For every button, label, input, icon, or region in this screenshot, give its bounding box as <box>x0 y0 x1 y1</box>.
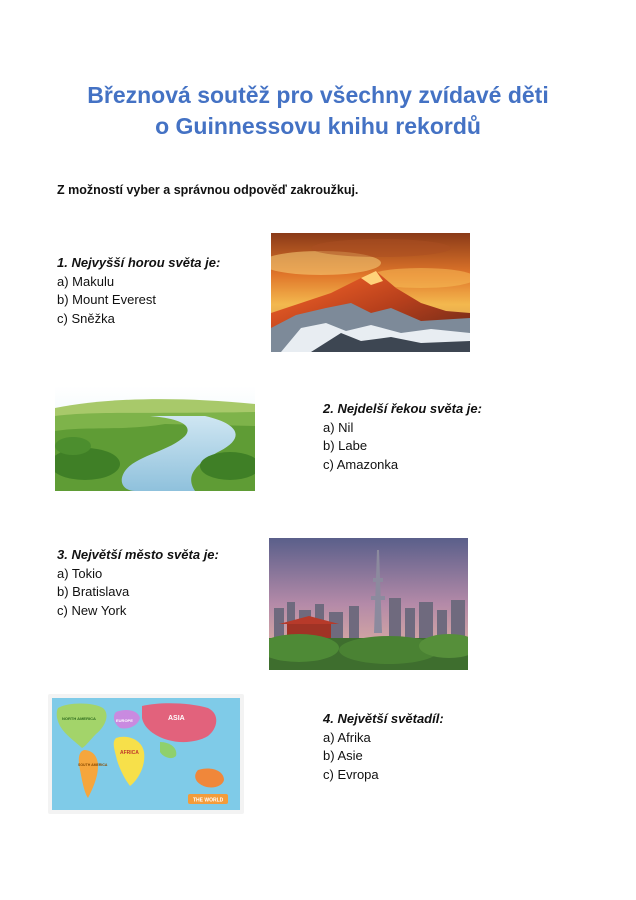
river-landscape-image <box>55 386 255 491</box>
question-4 <box>323 710 444 784</box>
page-title-line-2: o Guinnessovu knihu rekordů <box>155 113 481 139</box>
question-2 <box>323 400 482 474</box>
question-1 <box>57 254 220 328</box>
map-label-asia: ASIA <box>168 715 185 722</box>
page-title-line-1: Březnová soutěž pro všechny zvídavé děti <box>87 82 549 108</box>
question-4-option-b[interactable]: b) Asie <box>323 748 363 763</box>
map-label-north-america: NORTH AMERICA <box>62 716 96 721</box>
question-2-option-a[interactable]: a) Nil <box>323 419 354 435</box>
question-3-option-a[interactable]: a) Tokio <box>57 565 103 581</box>
question-1-option-c[interactable]: c) Sněžka <box>57 310 115 326</box>
mountain-peak-image <box>271 233 470 352</box>
question-2-heading: 2. Nejdelší řekou světa je: <box>323 401 482 416</box>
map-label-world: THE WORLD <box>193 797 224 804</box>
question-3-heading: 3. Největší město světa je: <box>57 547 219 562</box>
map-label-africa: AFRICA <box>120 750 139 756</box>
question-4-heading: 4. Největší světadíl: <box>323 711 444 726</box>
question-3-option-c[interactable]: c) New York <box>57 602 127 618</box>
question-4-option-a[interactable]: a) Afrika <box>323 729 371 745</box>
question-3 <box>57 546 219 620</box>
question-1-option-b[interactable]: b) Mount Everest <box>57 292 156 307</box>
question-3-option-b[interactable]: b) Bratislava <box>57 584 130 599</box>
world-map-image <box>48 694 244 814</box>
map-label-europe: EUROPE <box>116 718 133 723</box>
question-2-option-b[interactable]: b) Labe <box>323 438 368 453</box>
tokyo-skyline-image <box>269 538 468 670</box>
map-label-south-america: SOUTH AMERICA <box>78 763 108 767</box>
question-2-option-c[interactable]: c) Amazonka <box>323 456 399 472</box>
instruction-text: Z možností vyber a správnou odpověď zakroužkuj. <box>57 183 359 197</box>
question-4-option-c[interactable]: c) Evropa <box>323 766 379 782</box>
page-title <box>0 80 636 142</box>
question-1-heading: 1. Nejvyšší horou světa je: <box>57 255 221 270</box>
question-1-option-a[interactable]: a) Makulu <box>57 273 115 289</box>
